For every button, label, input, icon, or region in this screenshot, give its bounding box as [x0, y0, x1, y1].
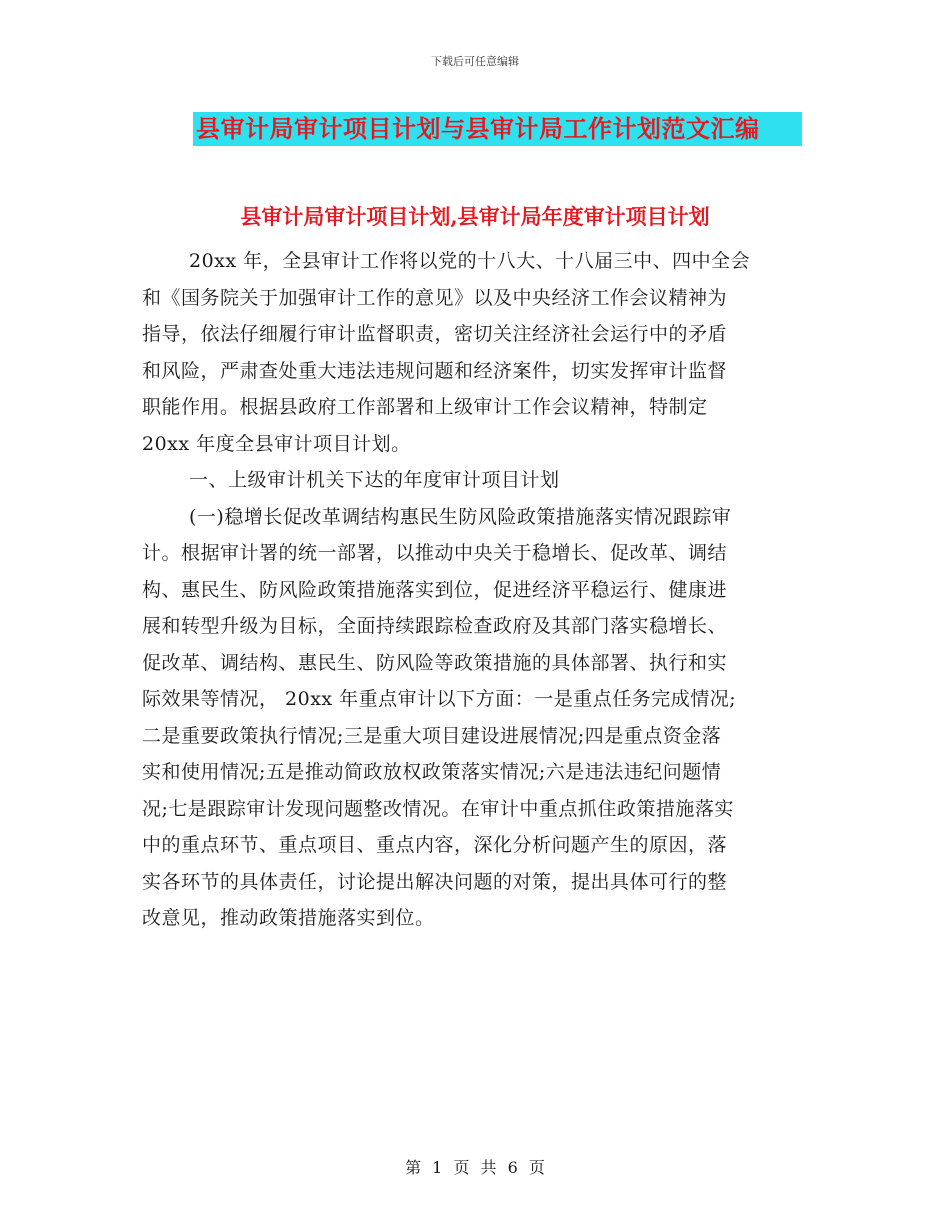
- page-number: 第 1 页 共 6 页: [405, 1158, 545, 1177]
- body-line: 实各环节的具体责任，讨论提出解决问题的对策，提出具体可行的整: [142, 870, 728, 893]
- document-title: 县审计局审计项目计划与县审计局工作计划范文汇编: [196, 114, 760, 143]
- body-text: [142, 243, 812, 937]
- body-line: 20xx 年，全县审计工作将以党的十八大、十八届三中、四中全会: [189, 250, 751, 272]
- body-line: 中的重点环节、重点项目、重点内容，深化分析问题产生的原因，落: [142, 834, 728, 856]
- body-line: 一、上级审计机关下达的年度审计项目计划: [189, 469, 560, 491]
- body-line: 指导，依法仔细履行审计监督职责，密切关注经济社会运行中的矛盾: [142, 323, 728, 345]
- body-line: 和风险，严肃查处重大违法违规问题和经济案件，切实发挥审计监督: [142, 359, 728, 382]
- body-line: (一)稳增长促改革调结构惠民生防风险政策措施落实情况跟踪审: [189, 505, 732, 528]
- section-title: 县审计局审计项目计划,县审计局年度审计项目计划: [240, 204, 710, 229]
- page-header-note: 下载后可任意编辑: [431, 55, 519, 68]
- body-line: 实和使用情况;五是推动简政放权政策落实情况;六是违法违纪问题情: [142, 761, 722, 783]
- body-line: 展和转型升级为目标，全面持续跟踪检查政府及其部门落实稳增长、: [142, 615, 728, 637]
- body-line: 和《国务院关于加强审计工作的意见》以及中央经济工作会议精神为: [142, 286, 728, 309]
- body-line: 二是重要政策执行情况;三是重大项目建设进展情况;四是重点资金落: [142, 724, 722, 747]
- body-line: 计。根据审计署的统一部署，以推动中央关于稳增长、促改革、调结: [142, 542, 728, 564]
- body-line: 20xx 年度全县审计项目计划。: [142, 432, 411, 455]
- body-line: 况;七是跟踪审计发现问题整改情况。在审计中重点抓住政策措施落实: [142, 797, 734, 820]
- body-line: 构、惠民生、防风险政策措施落实到位，促进经济平稳运行、健康进: [142, 578, 728, 601]
- body-line: 际效果等情况， 20xx 年重点审计以下方面：一是重点任务完成情况;: [142, 688, 737, 710]
- body-line: 促改革、调结构、惠民生、防风险等政策措施的具体部署、执行和实: [142, 651, 728, 674]
- body-line: 职能作用。根据县政府工作部署和上级审计工作会议精神，特制定: [142, 396, 708, 418]
- body-line: 改意见，推动政策措施落实到位。: [142, 907, 435, 929]
